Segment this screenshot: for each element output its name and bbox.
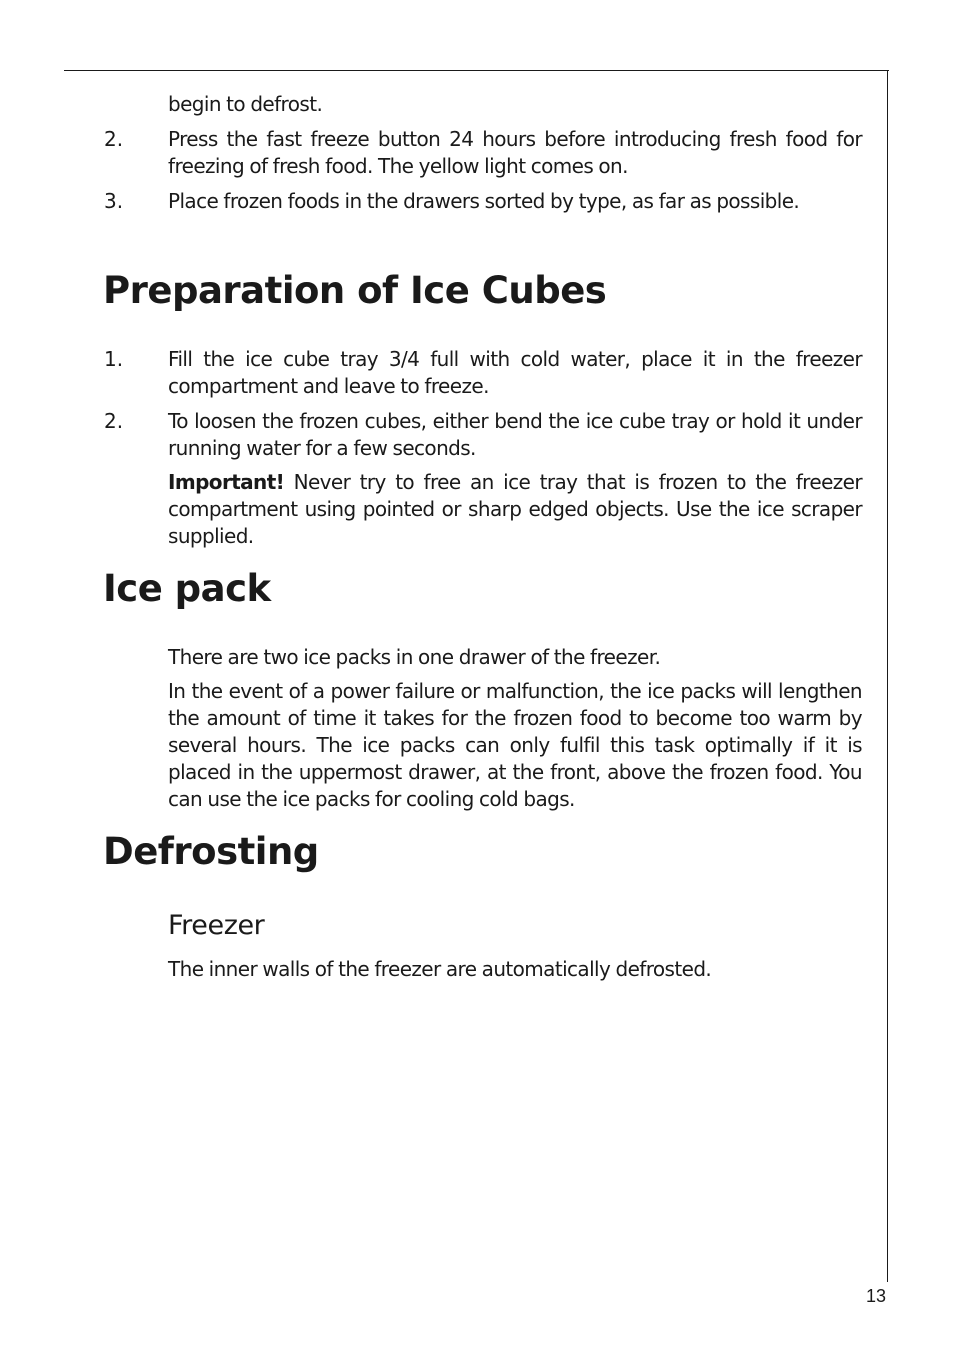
ice-pack-paragraph: In the event of a power failure or malfunction, the ice packs will lengthen the amount of time it takes for the frozen food to become too warm by several hours. The ice packs can only fulfil this task optimally if it is placed in the uppermost drawer, at the front, above the frozen food. You can use the ice packs for cooling cold bags.	[168, 679, 862, 811]
step-number: 2.	[104, 409, 124, 433]
section-heading-defrosting: Defrosting	[103, 830, 319, 873]
step-number: 3.	[104, 189, 124, 213]
step-number: 2.	[104, 127, 124, 151]
defrosting-paragraph: The inner walls of the freezer are automatically defrosted.	[168, 957, 712, 981]
step-number: 1.	[104, 347, 124, 371]
ice-pack-paragraph: There are two ice packs in one drawer of the freezer.	[168, 645, 661, 669]
section-heading-ice-cubes: Preparation of Ice Cubes	[103, 269, 607, 312]
step-text: Place frozen foods in the drawers sorted by type, as far as possible.	[168, 189, 800, 213]
step-text: Fill the ice cube tray 3/4 full with cold water, place it in the freezer compartment and leave to freeze.	[168, 347, 862, 398]
step-text: Press the fast freeze button 24 hours before introducing fresh food for freezing of fresh food. The yellow light comes on.	[168, 127, 862, 178]
top-rule	[64, 70, 889, 71]
important-label: Important!	[168, 470, 285, 494]
continuation-text: begin to defrost.	[168, 92, 323, 116]
section-heading-ice-pack: Ice pack	[103, 567, 271, 610]
right-rule	[887, 70, 888, 1282]
page-number: 13	[866, 1286, 887, 1306]
important-note	[168, 469, 862, 550]
subheading-freezer: Freezer	[168, 910, 265, 941]
step-text: To loosen the frozen cubes, either bend the ice cube tray or hold it under running water for a few seconds.	[168, 409, 862, 460]
important-text: Never try to free an ice tray that is frozen to the freezer compartment using pointed or sharp edged objects. Use the ice scraper supplied.	[168, 470, 862, 548]
